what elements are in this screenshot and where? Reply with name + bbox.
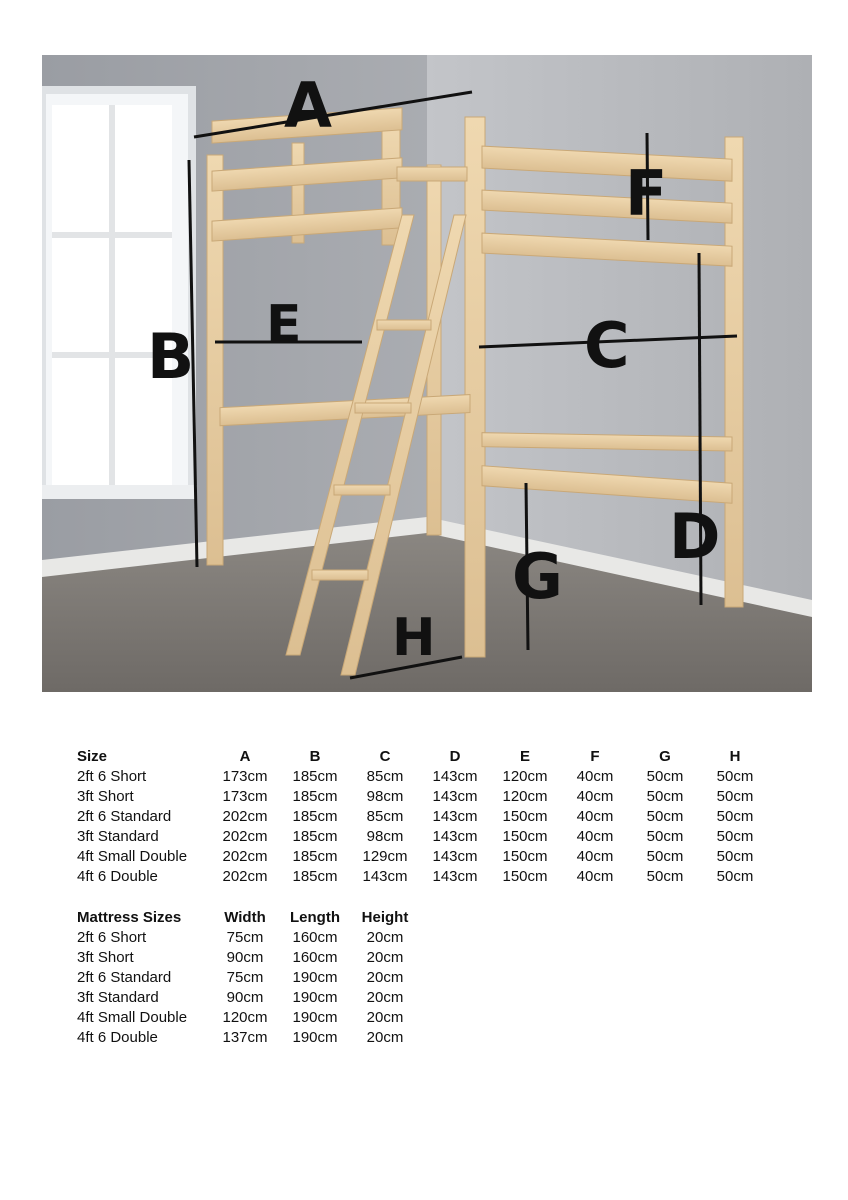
size-table-header-row [77, 747, 777, 767]
table-cell: 98cm [366, 828, 404, 845]
size-name: 4ft Small Double [77, 848, 188, 865]
table-cell: 98cm [366, 788, 404, 805]
table-cell: 137cm [222, 1029, 268, 1046]
table-row [77, 827, 777, 847]
table-cell: 40cm [576, 868, 614, 885]
table-cell: 20cm [366, 1009, 404, 1026]
dimension-label-h: H [392, 608, 436, 668]
table-cell: 40cm [576, 848, 614, 865]
table-cell: 150cm [502, 808, 548, 825]
column-header-d: D [449, 748, 461, 765]
dimension-label-f: F [625, 157, 668, 230]
table-cell: 202cm [222, 868, 268, 885]
table-cell: 120cm [222, 1009, 268, 1026]
table-cell: 185cm [292, 768, 338, 785]
mattress-name: 4ft Small Double [77, 1009, 188, 1026]
size-header: Size [77, 748, 108, 765]
table-cell: 143cm [432, 848, 478, 865]
size-dimensions-table [77, 747, 777, 887]
table-cell: 185cm [292, 868, 338, 885]
mattress-name: 2ft 6 Standard [77, 969, 172, 986]
table-cell: 50cm [646, 768, 684, 785]
dimension-label-b: B [147, 320, 195, 393]
table-cell: 20cm [366, 969, 404, 986]
table-cell: 143cm [362, 868, 408, 885]
dimension-label-a: A [284, 69, 332, 142]
size-name: 3ft Short [77, 788, 134, 805]
mattress-table-header-row [77, 908, 413, 928]
table-cell: 50cm [716, 788, 754, 805]
table-cell: 185cm [292, 848, 338, 865]
table-cell: 160cm [292, 949, 338, 966]
table-cell: 185cm [292, 828, 338, 845]
table-cell: 75cm [226, 969, 264, 986]
table-cell: 40cm [576, 808, 614, 825]
mattress-name: 3ft Standard [77, 989, 159, 1006]
length-header: Length [290, 909, 340, 926]
table-cell: 50cm [716, 768, 754, 785]
table-cell: 120cm [502, 788, 548, 805]
table-row [77, 968, 413, 988]
column-header-e: E [519, 748, 530, 765]
table-cell: 143cm [432, 788, 478, 805]
column-header-f: F [590, 748, 600, 765]
table-row [77, 928, 413, 948]
table-cell: 150cm [502, 868, 548, 885]
table-row [77, 1028, 413, 1048]
table-row [77, 847, 777, 867]
dimension-label-c: C [584, 309, 630, 382]
table-cell: 50cm [716, 868, 754, 885]
table-cell: 202cm [222, 848, 268, 865]
table-cell: 50cm [646, 808, 684, 825]
table-row [77, 988, 413, 1008]
table-cell: 20cm [366, 949, 404, 966]
table-cell: 20cm [366, 929, 404, 946]
table-cell: 50cm [646, 788, 684, 805]
dimension-label-e: E [266, 295, 302, 355]
size-name: 4ft 6 Double [77, 868, 158, 885]
table-cell: 173cm [222, 788, 268, 805]
table-cell: 173cm [222, 768, 268, 785]
mattress-name: 3ft Short [77, 949, 134, 966]
table-cell: 90cm [226, 949, 264, 966]
mattress-sizes-table [77, 908, 413, 1048]
table-cell: 202cm [222, 808, 268, 825]
column-header-c: C [379, 748, 391, 765]
dimension-label-d: D [669, 500, 721, 573]
table-cell: 185cm [292, 808, 338, 825]
width-header: Width [224, 909, 266, 926]
table-cell: 143cm [432, 768, 478, 785]
table-cell: 50cm [646, 828, 684, 845]
table-cell: 150cm [502, 828, 548, 845]
column-header-h: H [729, 748, 741, 765]
table-cell: 143cm [432, 828, 478, 845]
table-cell: 185cm [292, 788, 338, 805]
table-cell: 90cm [226, 989, 264, 1006]
table-row [77, 948, 413, 968]
table-row [77, 787, 777, 807]
table-cell: 85cm [366, 808, 404, 825]
table-cell: 50cm [716, 848, 754, 865]
loft-bed-dimension-diagram [42, 55, 812, 692]
table-cell: 190cm [292, 969, 338, 986]
mattress-name: 2ft 6 Short [77, 929, 147, 946]
column-header-b: B [309, 748, 321, 765]
table-cell: 202cm [222, 828, 268, 845]
size-name: 2ft 6 Standard [77, 808, 172, 825]
table-cell: 75cm [226, 929, 264, 946]
table-cell: 50cm [716, 808, 754, 825]
table-cell: 190cm [292, 1009, 338, 1026]
column-header-a: A [239, 748, 251, 765]
window [42, 90, 197, 499]
table-cell: 40cm [576, 828, 614, 845]
table-cell: 190cm [292, 1029, 338, 1046]
height-header: Height [361, 909, 409, 926]
table-cell: 143cm [432, 868, 478, 885]
table-cell: 150cm [502, 848, 548, 865]
table-row [77, 767, 777, 787]
table-cell: 120cm [502, 768, 548, 785]
table-cell: 129cm [362, 848, 408, 865]
mattress-sizes-header: Mattress Sizes [77, 909, 182, 926]
size-name: 3ft Standard [77, 828, 159, 845]
table-cell: 143cm [432, 808, 478, 825]
table-row [77, 867, 777, 887]
diagram-svg [42, 55, 812, 692]
table-cell: 85cm [366, 768, 404, 785]
table-cell: 20cm [366, 1029, 404, 1046]
table-cell: 40cm [576, 788, 614, 805]
mattress-name: 4ft 6 Double [77, 1029, 158, 1046]
table-cell: 50cm [646, 848, 684, 865]
table-cell: 190cm [292, 989, 338, 1006]
size-name: 2ft 6 Short [77, 768, 147, 785]
table-cell: 50cm [646, 868, 684, 885]
table-row [77, 1008, 413, 1028]
table-cell: 20cm [366, 989, 404, 1006]
table-cell: 50cm [716, 828, 754, 845]
column-header-g: G [659, 748, 671, 765]
table-cell: 40cm [576, 768, 614, 785]
table-row [77, 807, 777, 827]
dimension-label-g: G [512, 540, 563, 613]
table-cell: 160cm [292, 929, 338, 946]
